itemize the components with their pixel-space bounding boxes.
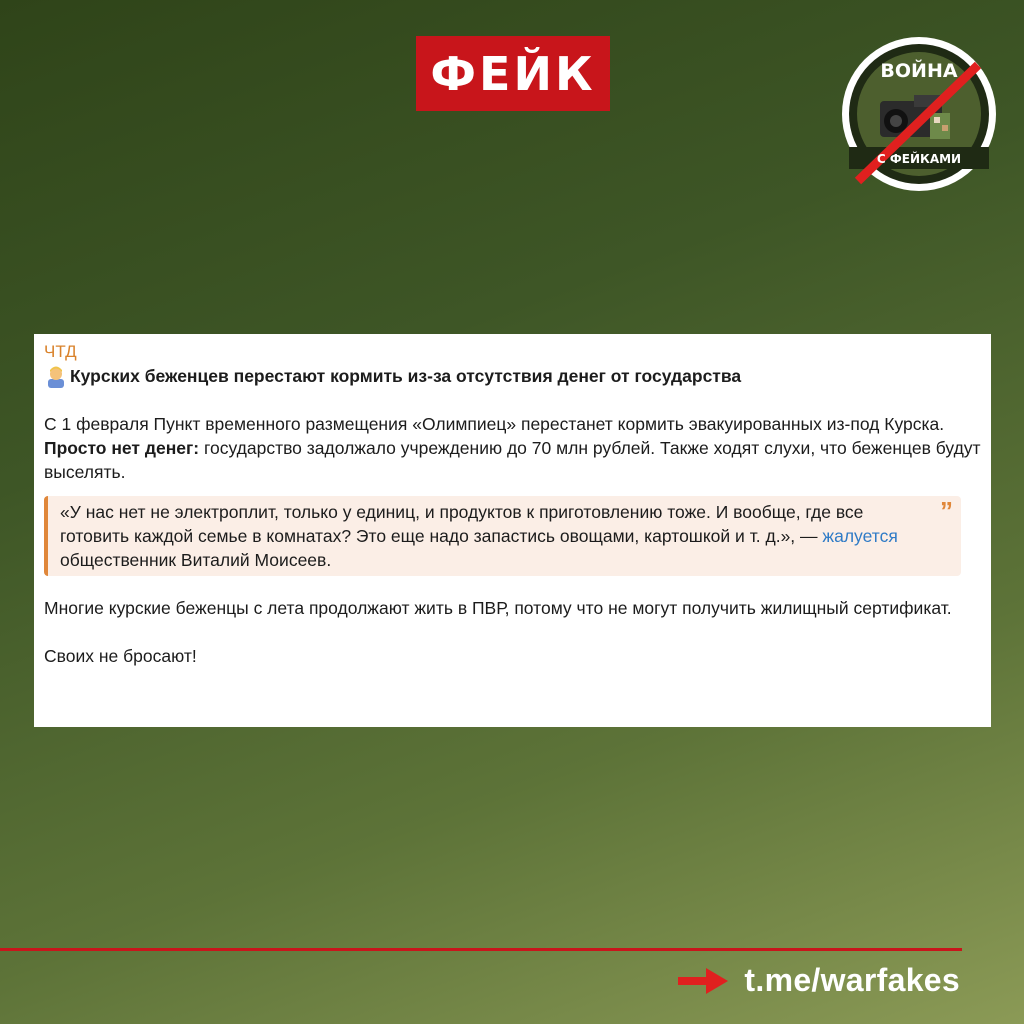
telegram-post — [34, 334, 991, 727]
paragraph-2-rest: государство задолжало учреждению до 70 млн рублей. Также ходят слухи, что беженцев будут выселять. — [44, 438, 981, 482]
quote-rest: общественник Виталий Моисеев. — [60, 550, 332, 570]
fake-badge-label: ФЕЙК — [430, 46, 596, 101]
fake-badge — [416, 36, 610, 111]
arrow-right-icon — [678, 966, 730, 996]
person-emoji-icon — [44, 364, 68, 388]
paragraph-2 — [44, 436, 981, 484]
logo-top-text: ВОЙНА — [880, 60, 958, 82]
channel-name[interactable]: ЧТД — [44, 342, 77, 361]
quote-text: «У нас нет не электроплит, только у единиц, и продуктов к приготовлению тоже. И вообще, где все готовить каждой семье в комнатах? Это еще надо запастись овощами, картошкой и т. д.», — — [60, 502, 864, 546]
paragraph-2-bold: Просто нет денег: — [44, 438, 200, 458]
footer-link[interactable] — [678, 962, 960, 999]
headline-text: Курских беженцев перестают кормить из-за отсутствия денег от государства — [70, 366, 742, 386]
quote-mark-icon: ” — [940, 496, 953, 526]
paragraph-1: С 1 февраля Пункт временного размещения «Олимпиец» перестанет кормить эвакуированных из-под Курска. — [44, 414, 945, 434]
quote-link[interactable]: жалуется — [822, 526, 898, 546]
war-on-fakes-logo — [840, 35, 998, 193]
footer-link-text[interactable]: t.me/warfakes — [744, 962, 960, 998]
paragraph-4: Своих не бросают! — [44, 646, 197, 666]
divider-line — [0, 948, 962, 951]
post-headline — [44, 364, 981, 388]
paragraph-3: Многие курские беженцы с лета продолжают жить в ПВР, потому что не могут получить жилищный сертификат. — [44, 598, 952, 618]
quote-block — [44, 496, 961, 576]
logo-bottom-text: С ФЕЙКАМИ — [876, 152, 962, 166]
